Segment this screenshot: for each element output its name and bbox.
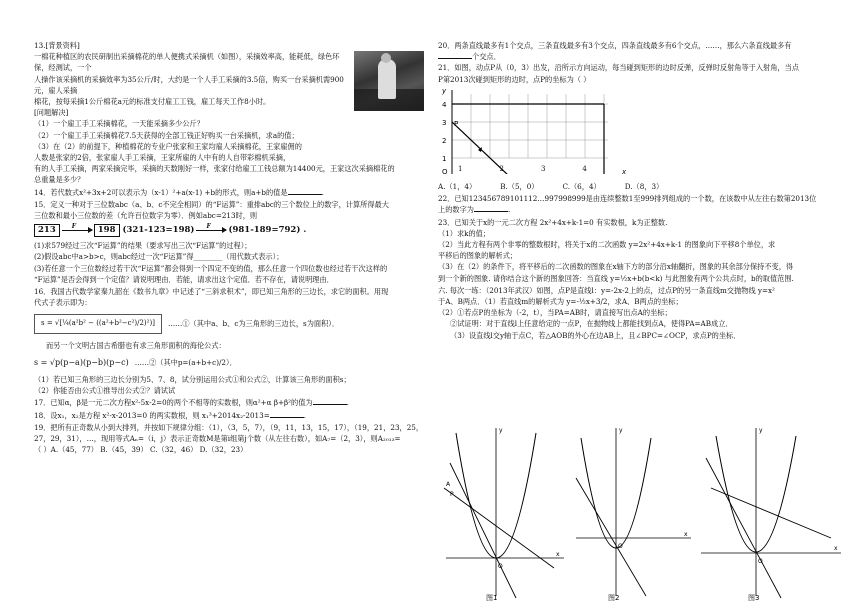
q18: 18．设x₁，x₂是方程 x²-x-2013=0 的两实数根，则 x₁³+2014x₂-2013= .: [34, 410, 307, 420]
q24-part2: （2）①若点P的坐标为（-2，t），当PA=AB时，请直接写出点A的坐标；: [438, 308, 672, 318]
svg-text:O: O: [618, 543, 623, 550]
right-column: [438, 40, 833, 341]
figure-2: [576, 427, 691, 602]
q13-subtitle: [问题解决]: [34, 108, 69, 118]
q16-text: 代式子表示即为：: [34, 298, 92, 308]
svg-text:y: y: [759, 427, 763, 434]
svg-text:4: 4: [442, 100, 447, 109]
option-d[interactable]: D.（8，3）: [624, 182, 664, 192]
arrow-icon: F: [196, 230, 226, 231]
q21-options: [438, 181, 833, 192]
q21: 21．如图，动点P从（0，3）出发，沿所示方向运动，每当碰到矩形的边时反弹，反弹时反射角等于入射角，当点: [438, 63, 799, 73]
q16-part1: （1）若已知三角形的三边长分别为5、7、8，试分别运用公式①和公式②，计算该三角形的面积s；: [34, 375, 351, 385]
q13-part2: （2）一个雇工手工采摘棉花7.5天获得的全部工钱正好购买一台采摘机，求a的值；: [34, 130, 299, 140]
q23-part3: 到一个新的图象. 请你结合这个新的图象回答：当直线 y=½x+b(b<k) 与此图象有两个公共点时，b的取值范围.: [438, 273, 794, 283]
formula-note: ……②（其中p=(a+b+c)/2）．: [134, 357, 237, 367]
svg-text:y: y: [499, 427, 503, 434]
q14: 14．若代数式x²+3x+2可以表示为（x-1）²+a(x-1) +b的形式，则a+b的值是 .: [34, 187, 324, 197]
svg-text:A: A: [446, 481, 451, 488]
q24-part3: （3）设直线l交y轴于点C，若△AOB的外心在边AB上，且∠BPC=∠OCP，求点P的坐标．: [450, 330, 741, 340]
q19-options: （ ）A.（45，77） B.（45，39） C.（32，46） D.（32，23）: [34, 445, 248, 455]
option-a[interactable]: A.（1，4）: [438, 182, 477, 192]
svg-text:x: x: [556, 551, 560, 558]
x-tick-labels: 1 2 3 4: [458, 164, 587, 173]
q15-part1: (1)求579经过三次“F运算”的结果（要求写出三次“F运算”的过程）；: [34, 241, 252, 251]
formula-heron: [34, 357, 424, 368]
q13-part1: （1）一个雇工手工采摘棉花，一天能采摘多少公斤？: [34, 119, 204, 129]
q13-part3: （3）在（2）的前提下，种植棉花的专业户张家和王家均雇人采摘棉花，王家雇佣的: [34, 141, 302, 151]
q15-text: 三位数和最小三位数的差（允许百位数字为零）．例如abc=213时，则: [34, 211, 258, 221]
q19: 19．把所有正奇数从小到大排列，并按如下规律分组：（1），（3，5，7），（9，11，13，15，17），（19，21，23，25，: [34, 422, 424, 432]
q22: 上的数字为 .: [438, 205, 511, 215]
q15-text: 15．定义一种对于三位数abc（a、b、c不完全相同）的“F运算”：重排abc的三个数位上的数字，计算所得最大: [34, 199, 389, 209]
formula-note: ……①（其中a、b、c为三角形的三边长，s为面积）．: [167, 319, 340, 329]
q24: 六. 每次一练：（2013年武汉）如图，点P是直线l：y=-2x-2上的点，过点P的另一条直线m交抛物线 y=x²: [438, 285, 775, 295]
q13-text: 人操作该采摘机的采摘效率为35公斤/时，大约是一个人手工采摘的3.5倍，购买一台采摘机需900元，雇人采摘: [34, 74, 344, 95]
answer-blank[interactable]: [270, 417, 304, 418]
q13-part3: 人数是张家的2倍，张家雇人手工采摘，王家所雇的人中有的人自带彩棉机采摘，: [34, 153, 291, 163]
arrow-icon: F: [62, 230, 92, 231]
q13-part3: 有的人手工采摘，两家采摘完毕，采摘的天数刚好一样，张家付给雇工工钱总额为14400元，王家这次采摘棉花的: [34, 164, 395, 174]
q24: 于A、B两点．（1）若直线m的解析式为 y=-½x+3/2，求A、B两点的坐标；: [438, 297, 683, 307]
svg-text:x: x: [834, 545, 838, 552]
q15-part3: “F运算”是否会得到一个定值？请说明理由．若能，请求出这个定值．若不存在，请说明理由．: [34, 274, 334, 284]
answer-blank[interactable]: [438, 58, 472, 59]
svg-text:2: 2: [442, 136, 447, 145]
svg-text:图3: 图3: [748, 594, 760, 602]
q22: 22．已知123456789101112…997998999是由连续整数1至999排列组成的一个数，在该数中从左往右数第2013位: [438, 194, 817, 204]
svg-text:x: x: [622, 167, 627, 174]
q13-text: 一棉花种植区的农民研制出采摘棉花的单人便携式采摘机（如图），采摘效率高，能耗低，绿色环保，经测试，一个: [34, 52, 340, 73]
q17: 17．已知α，β是一元二次方程x²-5x-2=0的两个不相等的实数根，则α²+α β+β²的值为 .: [34, 398, 349, 408]
answer-blank[interactable]: [313, 404, 347, 405]
q23-part3: （3）在（2）的条件下，将平移后的二次函数的图象在x轴下方的部分沿x轴翻折，图象的其余部分保持不变，得: [438, 262, 794, 272]
svg-text:P: P: [450, 491, 454, 498]
box-198: 198: [94, 224, 120, 237]
q21: P第2013次碰到矩形的边时，点P的坐标为（ ）: [438, 74, 591, 84]
formula-qin-box: s = √[¼(a²b² − ((a²+b²−c²)/2)²)]: [34, 314, 162, 333]
cotton-picker-photo: [354, 51, 424, 111]
left-column: [34, 40, 424, 456]
answer-blank[interactable]: [474, 211, 508, 212]
parabola-figures: [436, 418, 846, 604]
svg-text:图1: 图1: [486, 594, 498, 602]
svg-text:O: O: [498, 563, 503, 570]
svg-text:y: y: [442, 86, 447, 95]
svg-text:P: P: [454, 119, 459, 128]
formula-heron-expr: s = √p(p−a)(p−b)(p−c): [34, 357, 129, 367]
q20: 个交点．: [438, 51, 833, 62]
eq-792: (981-189=792) .: [228, 225, 307, 236]
q16-text: 而另一个文明古国古希腊也有求三角形面积的海伦公式：: [46, 340, 226, 350]
q23-part1: （1）求k的值；: [438, 228, 491, 238]
figure-1: [444, 427, 564, 602]
svg-text:y: y: [619, 427, 623, 434]
svg-text:3: 3: [442, 118, 447, 127]
eq-198: (321-123=198): [122, 225, 195, 236]
svg-text:O: O: [442, 167, 448, 174]
q24-part2: ②试证明：对于直线l上任意给定的一点P，在抛物线上都能找到点A，使得PA=AB成立．: [450, 319, 733, 329]
box-213: 213: [34, 224, 60, 237]
q13-text: 棉花，按每采摘1公斤棉花a元的标准支付雇工工钱，雇工每天工作8小时。: [34, 97, 271, 107]
q13-title: 13.[背景资料]: [34, 41, 80, 50]
q15-part3: (3)若任意一个三位数经过若干次“F运算”都会得到一个四定不变的值，那么任意一个四位数也经过若干次这样的: [34, 263, 388, 273]
q23-part2: 平移后的图象的解析式；: [438, 251, 518, 261]
q19: 27，29，31），…，现用等式Aₙ=（i，j）表示正奇数M是第i组第j个数（从左往右数），如A₇=（2，3），则A₂₀₁₃=: [34, 434, 401, 444]
q21-graph: [438, 86, 628, 174]
q20: 20．两条直线最多有1个交点，三条直线最多有3个交点，四条直线最多有6个交点，……，那么六条直线最多有: [438, 41, 792, 50]
option-c[interactable]: C.（6，4）: [562, 182, 601, 192]
q23-part2: （2）当此方程有两个非零的整数根时，将关于x的二次函数 y=2x²+4x+k-1 的图象向下平移8个单位，求: [438, 240, 776, 250]
f-operation-example: [34, 224, 424, 237]
svg-text:1: 1: [442, 154, 447, 163]
q15-part2: (2)假设abc中a>b>c，则abc经过一次“F运算”得________（用代数式表示）；: [34, 252, 284, 262]
svg-text:x: x: [684, 531, 688, 538]
figure-3: [701, 427, 841, 602]
q23: 23．已知关于x的一元二次方程 2x²+4x+k-1=0 有实数根，k为正整数.: [438, 217, 668, 227]
q16-part2: （2）你能否由公式①推导出公式②？请试试: [34, 386, 176, 396]
formula-qin: [34, 314, 424, 333]
svg-text:O: O: [758, 558, 763, 565]
answer-blank[interactable]: [288, 194, 322, 195]
q13-part3: 总重量是多少？: [34, 175, 85, 185]
q16-text: 16．我国古代数学家秦九韶在《数书九章》中记述了“三斜求积术”，即已知三角形的三边长，求它的面积。用现: [34, 287, 389, 297]
option-b[interactable]: B.（5，0）: [500, 182, 539, 192]
svg-text:图2: 图2: [608, 594, 620, 602]
